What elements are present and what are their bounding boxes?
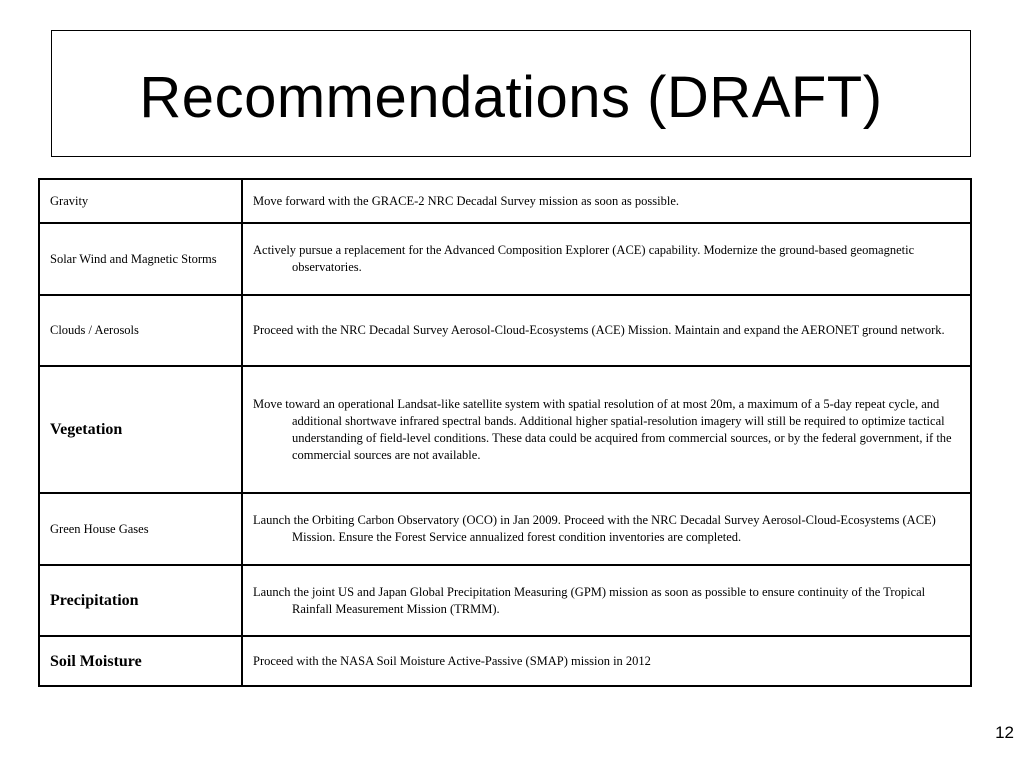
topic-cell — [39, 295, 242, 366]
topic-label: Solar Wind and Magnetic Storms — [50, 251, 217, 266]
slide-number: 12 — [995, 723, 1014, 742]
recommendation-cell — [242, 636, 971, 686]
recommendation-cell — [242, 493, 971, 565]
recommendation-text: Proceed with the NASA Soil Moisture Active-Passive (SMAP) mission in 2012 — [253, 653, 651, 668]
topic-cell — [39, 493, 242, 565]
table-row-green-house-gases — [39, 493, 971, 565]
recommendations-table — [38, 178, 972, 687]
recommendation-cell — [242, 366, 971, 493]
recommendation-text: Move forward with the GRACE-2 NRC Decadal Survey mission as soon as possible. — [253, 193, 679, 208]
recommendation-cell — [242, 565, 971, 636]
topic-label: Green House Gases — [50, 521, 149, 536]
recommendation-cell — [242, 295, 971, 366]
topic-label: Soil Moisture — [50, 652, 142, 670]
recommendation-text: Actively pursue a replacement for the Advanced Composition Explorer (ACE) capability. Modernize the ground-based geomagnetic observatories. — [253, 243, 915, 274]
recommendation-text: Launch the joint US and Japan Global Precipitation Measuring (GPM) mission as soon as possible to ensure continuity of the Tropical Rainfall Measurement Mission (TRMM). — [253, 584, 926, 616]
table-row-soil-moisture — [39, 636, 971, 686]
recommendation-cell — [242, 223, 971, 295]
title-box — [51, 30, 971, 157]
slide-title: Recommendations (DRAFT) — [139, 65, 883, 130]
recommendation-cell — [242, 179, 971, 223]
recommendation-text: Move toward an operational Landsat-like satellite system with spatial resolution of at most 20m, a maximum of a 5-day repeat cycle, and additional shortwave infrared spectral bands. Additional higher spatial-resolution imagery will still be required to optimize tactical understanding of field-level conditions. These data could be acquired from commercial sources, or by the federal government, if the commercial sources are not available. — [253, 396, 952, 462]
topic-label: Precipitation — [50, 592, 139, 609]
topic-cell — [39, 565, 242, 636]
topic-cell — [39, 223, 242, 295]
table-row-solar-wind — [39, 223, 971, 295]
topic-cell — [39, 179, 242, 223]
recommendation-text: Launch the Orbiting Carbon Observatory (OCO) in Jan 2009. Proceed with the NRC Decadal Survey Aerosol-Cloud-Ecosystems (ACE) Mission. Ensure the Forest Service annualized forest condition inventories are completed. — [253, 513, 936, 544]
topic-label: Vegetation — [50, 421, 123, 438]
topic-label: Gravity — [50, 193, 89, 208]
table-row-precipitation — [39, 565, 971, 636]
recommendation-text: Proceed with the NRC Decadal Survey Aerosol-Cloud-Ecosystems (ACE) Mission. Maintain and expand the AERONET ground network. — [253, 323, 945, 337]
topic-cell — [39, 366, 242, 493]
table-row-gravity — [39, 179, 971, 223]
table-row-vegetation — [39, 366, 971, 493]
topic-cell — [39, 636, 242, 686]
table-row-clouds-aerosols — [39, 295, 971, 366]
topic-label: Clouds / Aerosols — [50, 323, 139, 337]
